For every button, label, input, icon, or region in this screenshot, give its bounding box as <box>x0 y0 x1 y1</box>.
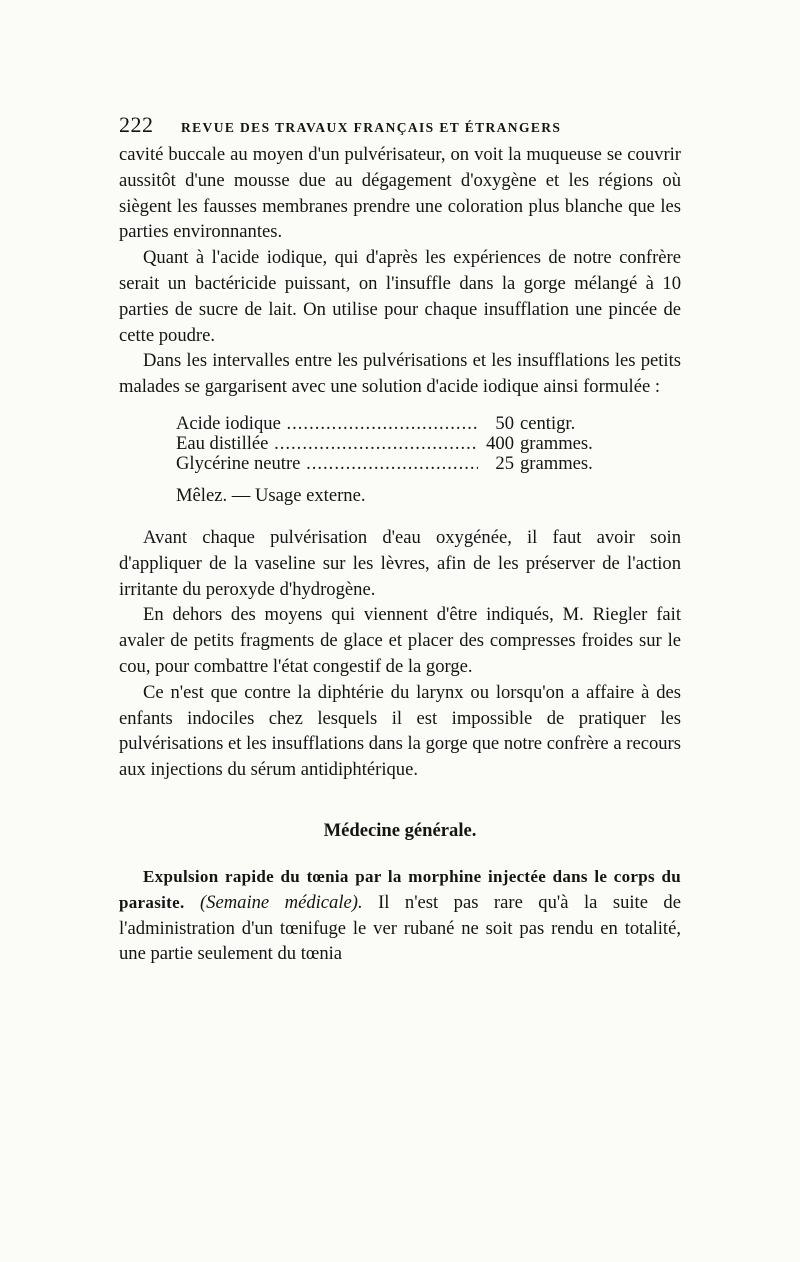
ingredient-quantity: 50 <box>495 412 514 434</box>
paragraph-2: Quant à l'acide iodique, qui d'après les expériences de notre confrère serait un bactéricide puissant, on l'insuffle dans la gorge mélangé à 10 parties de sucre de lait. On utilise pour chaque insufflation une pincée de cette poudre. <box>119 247 681 346</box>
ingredient-unit: grammes. <box>520 432 593 454</box>
formula-instruction: Mêlez. — Usage externe. <box>176 484 366 506</box>
ingredient-name: Glycérine neutre <box>176 453 301 474</box>
formula-row <box>176 454 636 474</box>
ingredient-unit: centigr. <box>520 412 576 434</box>
article-paragraph <box>119 864 681 967</box>
ingredient-quantity: 25 <box>495 452 514 474</box>
running-header <box>119 112 681 142</box>
paragraph-5: En dehors des moyens qui viennent d'être indiqués, M. Riegler fait avaler de petits fragments de glace et placer des compresses froides sur le cou, pour combattre l'état congestif de la gorge. <box>119 604 681 677</box>
paragraph-1: cavité buccale au moyen d'un pulvérisateur, on voit la muqueuse se couvrir aussitôt d'une mousse due au dégagement d'oxygène et les régions où siègent les fausses membranes prendre une coloration plus blanche que les parties environnantes. <box>119 144 681 243</box>
book-page <box>119 112 681 967</box>
paragraph-6: Ce n'est que contre la diphtérie du larynx ou lorsqu'on a affaire à des enfants indociles chez lesquels il est impossible de pratiquer les pulvérisations et les insufflations dans la gorge que notre confrère a recours aux injections du sérum antidiphtérique. <box>119 681 681 781</box>
article-title: Expulsion rapide du tœnia par la morphine injectée dans le corps du parasite. <box>119 866 681 912</box>
paragraph-4: Avant chaque pulvérisation d'eau oxygénée, il faut avoir soin d'appliquer de la vaseline sur les lèvres, afin de les préserver de l'action irritante du peroxyde d'hydrogène. <box>119 526 681 600</box>
formula-row <box>176 434 636 454</box>
ingredient-name: Eau distillée <box>176 433 269 454</box>
section-heading: Médecine générale. <box>323 819 477 841</box>
ingredient-quantity: 400 <box>486 432 514 454</box>
paragraph-3: Dans les intervalles entre les pulvérisations et les insufflations les petits malades se gargarisent avec une solution d'acide iodique ainsi formulée : <box>119 350 681 398</box>
running-title: REVUE DES TRAVAUX FRANÇAIS ET ÉTRANGERS <box>181 120 562 135</box>
ingredient-unit: grammes. <box>520 452 593 474</box>
page-number: 222 <box>119 112 154 137</box>
article-text: Il n'est pas rare qu'à la suite de l'administration d'un tœnifuge le ver rubané ne soit pas rendu en totalité, une partie seulement du tœnia <box>119 891 681 965</box>
ingredient-name: Acide iodique <box>176 413 281 434</box>
prescription-formula <box>176 414 636 474</box>
formula-row <box>176 414 636 434</box>
article-source: (Semaine médicale). <box>199 891 363 913</box>
